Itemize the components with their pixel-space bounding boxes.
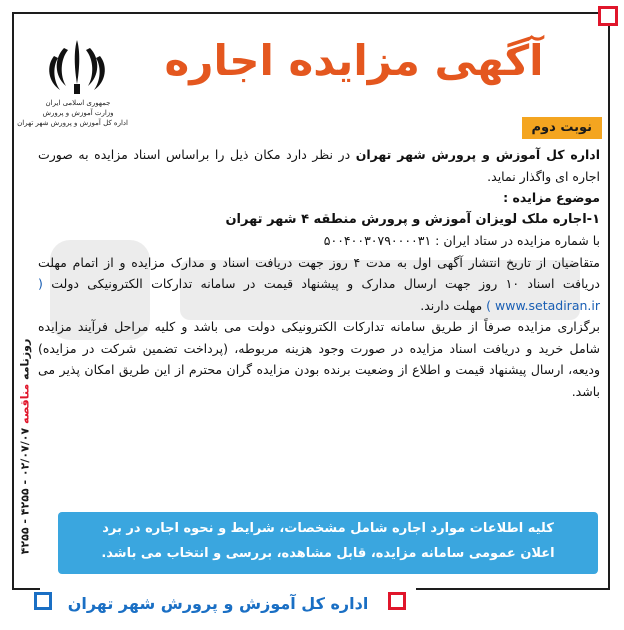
corner-square-red-icon	[388, 592, 406, 610]
info-box	[58, 512, 598, 574]
setad-number: با شماره مزایده در ستاد ایران : ۵۰۰۴۰۰۳۰۷۹۰۰۰۰۳۱	[323, 233, 600, 248]
applicants-paragraph	[38, 252, 600, 317]
intro-paragraph	[38, 144, 600, 187]
corner-square-blue-icon	[34, 592, 52, 610]
intro-organization: اداره کل آموزش و پرورش شهر تهران	[355, 147, 600, 162]
frame-border-top	[12, 12, 598, 14]
info-box-line: کلیه اطلاعات موارد اجاره شامل مشخصات، شرایط و نحوه اجاره در برد	[102, 521, 554, 536]
round-badge: نوبت دوم	[522, 117, 602, 139]
applicants-deadline: مهلت دارند.	[420, 297, 483, 313]
intro-text: در نظر دارد مکان ذیل را براساس اسناد مزایده به صورت اجاره ای واگذار نماید.	[38, 147, 600, 184]
footer-organization: اداره کل آموزش و پرورش شهر تهران	[67, 594, 369, 613]
subject-heading: موضوع مزایده :	[503, 190, 600, 205]
ministry-line: اداره کل آموزش و پرورش شهر تهران	[17, 119, 128, 127]
newspaper-side-label	[16, 300, 34, 600]
info-box-line: اعلان عمومی سامانه مزایده، قابل مشاهده، بررسی و انتخاب می باشد.	[101, 546, 555, 561]
process-paragraph: برگزاری مزایده صرفاً از طریق سامانه تدارکات الکترونیکی دولت می باشد و کلیه مراحل فرآیند مزایده شامل خرید و دریافت اسناد مزایده در صورت وجود هزینه مربوطه، (پرداخت تضمین شرکت در مزایده) ودیعه، ارسال پیشنهاد قیمت و اطلاع از وضعیت برنده بودن مزایده گران محترم از این طریق امکان پذیر می باشد.	[38, 319, 600, 399]
ministry-line: وزارت آموزش و پرورش	[42, 109, 114, 117]
auction-item: ۱-اجاره ملک لویزان آموزش و پرورش منطقه ۴ شهر تهران	[225, 211, 600, 227]
frame-border-bottom-right	[416, 588, 610, 590]
setadiran-link[interactable]: ( www.setadiran.ir )	[38, 276, 600, 313]
frame-border-left	[12, 12, 14, 588]
frame-border-right	[608, 12, 610, 588]
iran-emblem-icon	[44, 36, 110, 98]
side-caption	[19, 306, 32, 588]
corner-square-red-icon	[598, 6, 618, 26]
side-issue: ۰۲/۰۷/۰۷ - ۴۲۵۵ - ۴۲۵۵	[18, 427, 32, 555]
page-title: آگهی مزایده اجاره	[164, 36, 544, 85]
side-brand: مناقصه	[18, 383, 32, 424]
ad-body	[38, 144, 600, 402]
ministry-line: جمهوری اسلامی ایران	[45, 99, 111, 107]
applicants-text: متقاضیان از تاریخ انتشار آگهی اول به مدت ۴ روز جهت دریافت اسناد و مدارک مزایده و از اتمام مهلت دریافت اسناد ۱۰ روز جهت ارسال مدارک و پیشنهاد قیمت در سامانه تدارکات الکترونیکی دولت	[38, 254, 600, 291]
side-prefix: روزنامه	[18, 338, 32, 380]
ministry-caption	[17, 98, 128, 128]
